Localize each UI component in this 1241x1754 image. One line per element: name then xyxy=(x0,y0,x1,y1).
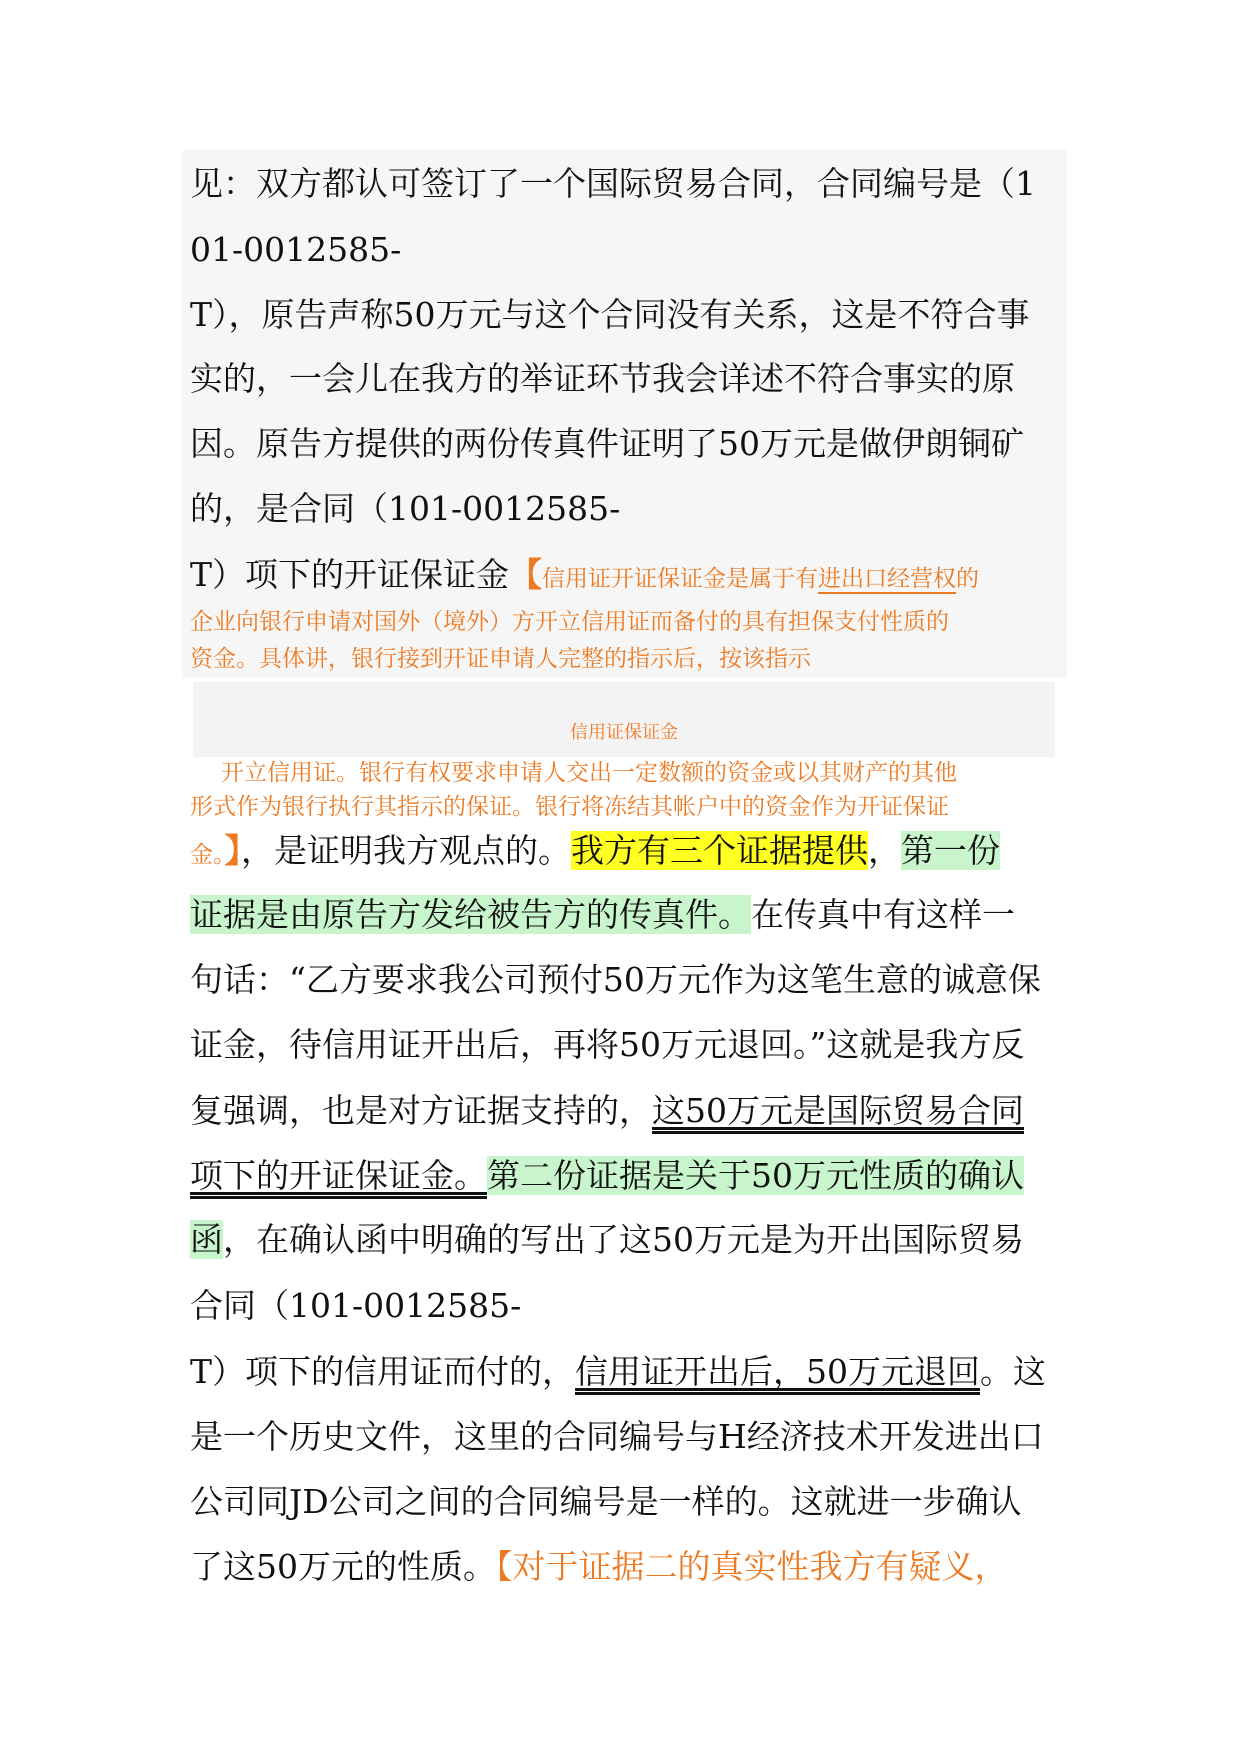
annotation-line-9: 资金。具体讲，银行接到开证申请人完整的指示后，按该指示 xyxy=(190,646,811,672)
text-segment: ，是证明我方观点的。 xyxy=(241,831,571,870)
annotation-line-10: 开立信用证。银行有权要求申请人交出一定数额的资金或以其财产的其他 xyxy=(221,760,957,786)
text-line-13 xyxy=(190,893,1015,937)
double-underlined-text: 信用证开出后，50万元退回 xyxy=(575,1352,981,1391)
annotation-text: 【对于证据二的真实性我方有疑义， xyxy=(496,1547,1008,1586)
text-line-4: 实的，一会儿在我方的举证环节我会详述不符合事实的原 xyxy=(190,359,1015,398)
annotation-text: 信用证开证保证金是属于有 xyxy=(542,566,819,592)
text-segment: T）项下的开证保证金 xyxy=(190,555,510,594)
text-line-15: 证金，待信用证开出后，再将50万元退回。”这就是我方反 xyxy=(190,1025,1025,1064)
text-segment: ， xyxy=(868,831,901,870)
caption-label: 信用证保证金 xyxy=(570,722,678,743)
text-segment: T）项下的信用证而付的， xyxy=(190,1352,576,1391)
annotation-close-bracket: 】 xyxy=(224,831,241,870)
text-line-7 xyxy=(190,553,979,601)
double-underlined-text: 项下的开证保证金。 xyxy=(190,1156,487,1195)
highlight-green: 第一份 xyxy=(901,831,1000,870)
text-line-23 xyxy=(190,1545,1008,1589)
text-line-19: 合同（101-0012585- xyxy=(190,1286,522,1325)
text-segment: 在传真中有这样一 xyxy=(751,895,1015,934)
text-line-20 xyxy=(190,1350,1046,1394)
text-line-6: 的，是合同（101-0012585- xyxy=(190,489,621,528)
text-line-2: 01-0012585- xyxy=(190,230,402,269)
text-line-18 xyxy=(190,1218,1024,1262)
annotation-text: 的 xyxy=(956,566,980,592)
annotation-line-11: 形式作为银行执行其指示的保证。银行将冻结其帐户中的资金作为开证保证 xyxy=(190,794,949,820)
annotation-open-bracket: 【 xyxy=(509,555,543,594)
annotation-text: 金。 xyxy=(190,842,225,868)
highlight-yellow: 我方有三个证据提供 xyxy=(571,831,868,870)
annotation-link: 进出口经营权 xyxy=(818,566,957,592)
annotation-line-8: 企业向银行申请对国外（境外）方开立信用证而备付的具有担保支付性质的 xyxy=(190,609,949,635)
text-segment: 复强调，也是对方证据支持的， xyxy=(190,1091,652,1130)
text-line-14: 句话：“乙方要求我公司预付50万元作为这笔生意的诚意保 xyxy=(190,960,1041,999)
caption-panel xyxy=(193,682,1055,757)
text-line-21: 是一个历史文件，这里的合同编号与H经济技术开发进出口 xyxy=(190,1417,1044,1456)
text-line-5: 因。原告方提供的两份传真件证明了50万元是做伊朗铜矿 xyxy=(190,424,1024,463)
text-line-12 xyxy=(190,829,1000,877)
text-segment: 了这50万元的性质。 xyxy=(190,1547,496,1586)
text-line-22: 公司同JD公司之间的合同编号是一样的。这就进一步确认 xyxy=(190,1482,1022,1521)
text-segment: ，在确认函中明确的写出了这50万元是为开出国际贸易 xyxy=(223,1220,1024,1259)
text-line-3: T），原告声称50万元与这个合同没有关系，这是不符合事 xyxy=(190,295,1030,334)
text-line-16 xyxy=(190,1089,1024,1133)
highlight-green: 第二份证据是关于50万元性质的确认 xyxy=(487,1156,1024,1195)
text-line-17 xyxy=(190,1154,1024,1198)
text-segment: 。这 xyxy=(980,1352,1047,1391)
text-line-1: 见：双方都认可签订了一个国际贸易合同，合同编号是（1 xyxy=(190,164,1036,203)
highlight-green: 函 xyxy=(190,1220,223,1259)
highlight-green: 证据是由原告方发给被告方的传真件。 xyxy=(190,895,751,934)
double-underlined-text: 这50万元是国际贸易合同 xyxy=(652,1091,1024,1130)
